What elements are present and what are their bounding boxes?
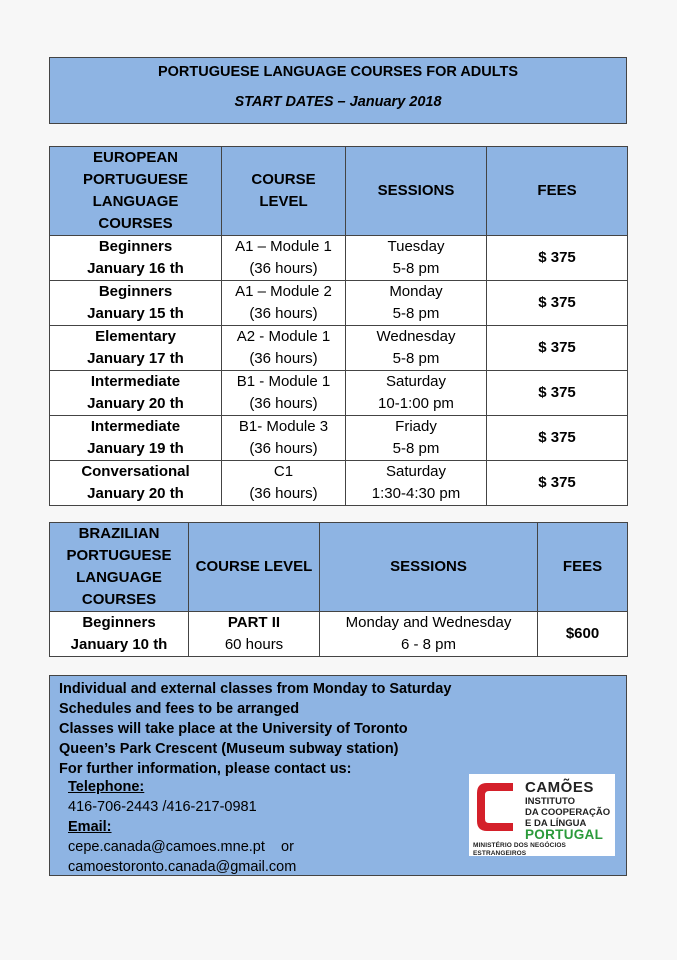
contact-details [68,777,296,877]
info-line: Classes will take place at the University of Toronto [59,721,408,737]
logo-text: INSTITUTO [525,796,575,807]
brazilian-courses-table [49,522,628,657]
fee-cell: $ 375 [487,326,628,371]
course-name-cell: Conversational January 20 th [50,461,222,506]
session-cell: Friady 5-8 pm [346,416,487,461]
email-primary: cepe.canada@camoes.mne.pt or [68,839,294,855]
logo-text: PORTUGAL [525,827,604,842]
email-label: Email: [68,819,112,835]
course-column-header: BRAZILIAN PORTUGUESE LANGUAGE COURSES [50,523,189,612]
table-row [50,236,628,281]
table-row [50,416,628,461]
logo-text: DA COOPERAÇÃO [525,807,611,818]
fees-column-header: FEES [538,523,628,612]
table-row [50,371,628,416]
course-level-cell: B1 - Module 1 (36 hours) [222,371,346,416]
telephone-label: Telephone: [68,779,145,795]
page-subtitle: START DATES – January 2018 [234,94,442,110]
logo-text: CAMÕES [525,779,594,796]
level-column-header: COURSE LEVEL [189,523,320,612]
course-name-cell: Beginners January 15 th [50,281,222,326]
logo-text: E DA LÍNGUA [525,818,587,829]
title-banner [49,57,627,124]
table-row [50,326,628,371]
table-row [50,461,628,506]
sessions-column-header: SESSIONS [320,523,538,612]
course-name-cell: Elementary January 17 th [50,326,222,371]
fee-cell: $ 375 [487,416,628,461]
info-line: Individual and external classes from Monday to Saturday [59,681,452,697]
session-cell: Saturday 10-1:00 pm [346,371,487,416]
logo-text: MINISTÉRIO DOS NEGÓCIOS ESTRANGEIROS [473,842,566,857]
fee-cell: $600 [538,612,628,657]
sessions-column-header: SESSIONS [346,147,487,236]
course-level-cell: A2 - Module 1 (36 hours) [222,326,346,371]
course-level-cell: B1- Module 3 (36 hours) [222,416,346,461]
fee-cell: $ 375 [487,236,628,281]
course-level-cell: C1 (36 hours) [222,461,346,506]
camoes-c-mark-icon [473,779,517,835]
camoes-logo [469,774,615,856]
table-row [50,612,628,657]
info-lines [59,679,451,779]
session-cell: Monday and Wednesday 6 - 8 pm [320,612,538,657]
course-column-header: EUROPEAN PORTUGUESE LANGUAGE COURSES [50,147,222,236]
fee-cell: $ 375 [487,461,628,506]
info-line: Queen’s Park Crescent (Museum subway station) [59,741,399,757]
table-row [50,281,628,326]
session-cell: Wednesday 5-8 pm [346,326,487,371]
course-level-cell: PART II 60 hours [189,612,320,657]
session-cell: Tuesday 5-8 pm [346,236,487,281]
level-column-header: COURSE LEVEL [222,147,346,236]
course-name-cell: Beginners January 10 th [50,612,189,657]
course-level-cell: A1 – Module 1 (36 hours) [222,236,346,281]
email-secondary: camoestoronto.canada@gmail.com [68,859,297,875]
table-header-row [50,523,628,612]
telephone-numbers: 416-706-2443 /416-217-0981 [68,799,257,815]
fee-cell: $ 375 [487,281,628,326]
course-level-cell: A1 – Module 2 (36 hours) [222,281,346,326]
fee-cell: $ 375 [487,371,628,416]
fees-column-header: FEES [487,147,628,236]
page-title: PORTUGUESE LANGUAGE COURSES FOR ADULTS [157,64,519,80]
course-name-cell: Intermediate January 20 th [50,371,222,416]
course-name-cell: Intermediate January 19 th [50,416,222,461]
course-name-cell: Beginners January 16 th [50,236,222,281]
european-courses-table [49,146,628,506]
session-cell: Saturday 1:30-4:30 pm [346,461,487,506]
info-line: Schedules and fees to be arranged [59,701,300,717]
table-header-row [50,147,628,236]
info-line: For further information, please contact us: [59,761,352,777]
session-cell: Monday 5-8 pm [346,281,487,326]
